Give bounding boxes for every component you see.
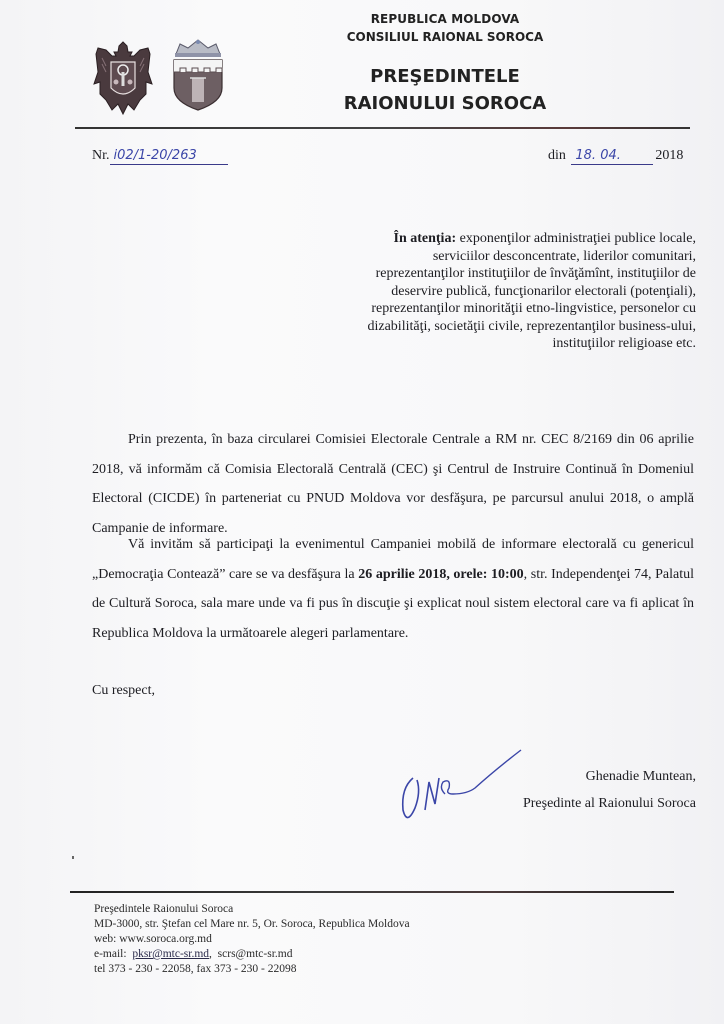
footer-email: e-mail: pksr@mtc-sr.md, scrs@mtc-sr.md: [94, 948, 293, 960]
footer-phones: tel 373 - 230 - 22058, fax 373 - 230 - 22098: [94, 963, 297, 975]
scan-speck: [72, 856, 74, 859]
nr-label: Nr.: [92, 148, 110, 163]
footer-address: MD-3000, str. Ştefan cel Mare nr. 5, Or. Soroca, Republica Moldova: [94, 918, 410, 930]
soroca-coat-of-arms-icon: [170, 38, 226, 112]
footer-divider: [70, 891, 674, 893]
body-paragraph-2: [92, 530, 694, 648]
web-link[interactable]: www.soroca.org.md: [119, 933, 212, 945]
paragraph-text: , str. Independenţei 74, Palatul de Cultură Soroca, sala mare unde va fi pus în discuţie şi explicat noul sistem electoral care va fi aplicat în Republica Moldova la următoarele alegeri parlamentare.: [92, 566, 694, 641]
signer-name: Ghenadie Muntean,: [585, 769, 696, 784]
signer-title: Preşedinte al Raionului Soroca: [522, 796, 696, 811]
signer-block: [466, 763, 696, 817]
council-name: CONSILIUL RAIONAL SOROCA: [346, 30, 544, 44]
reference-number: [92, 148, 228, 165]
attention-block: [366, 230, 696, 353]
office-title-line2: RAIONULUI SOROCA: [343, 93, 547, 114]
document-date: [548, 148, 683, 165]
paragraph-text: Prin prezenta, în baza circularei Comisiei Electorale Centrale a RM nr. CEC 8/2169 din 06 aprilie 2018, vă informăm că Comisia Electorală Centrală (CEC) şi Centrul de Instruire Continuă în Domeniul Electoral (CICDE) în parteneriat cu PNUD Moldova vor desfăşura, pe parcursul anului 2018, o amplă Campanie de informare.: [92, 432, 694, 536]
header-divider: [75, 127, 690, 129]
attention-label: În atenţia:: [393, 231, 457, 246]
date-year: 2018: [655, 148, 684, 163]
footer-web: web: www.soroca.org.md: [94, 933, 212, 945]
body-paragraph-1: [92, 425, 694, 543]
nr-value: i02/1-20/263: [110, 148, 228, 165]
footer-org: Preşedintele Raionului Soroca: [94, 903, 234, 915]
date-label: din: [548, 148, 566, 163]
date-value: 18. 04.: [571, 148, 653, 165]
email-link-1[interactable]: pksr@mtc-sr.md: [132, 948, 210, 960]
country-name: REPUBLICA MOLDOVA: [370, 12, 520, 26]
office-title-line1: PREŞEDINTELE: [370, 66, 520, 87]
attention-recipients: exponenţilor administraţiei publice locale, serviciilor desconcentrate, liderilor comunitari, reprezentanţilor instituţiilor de învăţămînt, instituţiilor de deservire publică, funcţionarilor electorali (potenţiali), reprezentanţilor minorităţii etno-lingvistice, personelor cu dizabilităţi, societăţii civile, reprezentanţilor business-ului, instituţiilor religioase etc.: [367, 231, 696, 351]
paragraph-text: Vă invităm să participaţi la evenimentul Campaniei mobilă de informare electorală cu genericul „Democraţia Contează” care se va desfăşura la: [92, 537, 694, 582]
event-datetime: 26 aprilie 2018, orele: 10:00: [358, 566, 524, 582]
email-link-2[interactable]: scrs@mtc-sr.md: [217, 948, 293, 960]
footer-contact: [94, 902, 410, 977]
moldova-coat-of-arms-icon: [92, 38, 154, 116]
closing-regards: Cu respect,: [92, 683, 155, 698]
